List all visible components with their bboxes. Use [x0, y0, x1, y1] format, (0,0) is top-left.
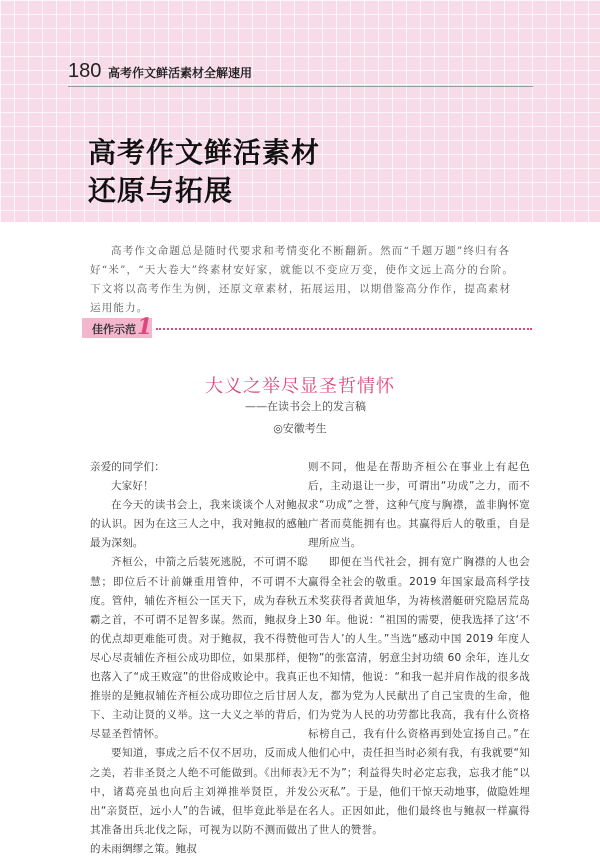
section-badge	[82, 314, 532, 340]
essay-subtitle: ——在读书会上的发言稿	[245, 400, 366, 413]
section-badge-number: 1	[137, 314, 153, 340]
header-rule	[68, 86, 533, 87]
chapter-title	[88, 134, 320, 210]
right-paragraph: 即便在当代社会，拥有宽广胸襟的人也会赢得全社会的敬重。2019 年国家最高科学技术奖获得者黄旭华，为祷核潜艇研究隐居荒岛 30 年。他说：“祖国的需要，使我选择了这‘不可告人’的人生。”当选“感动中国 2019 年度人物”的张富清，躬意尘封功绩 60 余年，连儿女也不知情，他说：“和我一起并肩作战的很多战友，都为党为人民献出了自己宝贵的生命，他们为党为人民的功劳都比我高，我有什么资格标榜自己，我有什么资格再到处宣扬自己。”在他们心中，责任担当时必须有我，有我就要“知无不为”；利益得失时必定忘我，忘我才能“以公灭私”。于是，他们干惊天动地事，做隐姓埋名人。正因如此，他们最终也与鲍叔一样赢得了世人的赞誉。	[308, 556, 530, 836]
left-paragraph: 要知道，事成之后不仅不居功，反而成人之美，若非圣贤之人绝不可能做到。《出师表》中，诸葛亮虽也向后主刘禅推举贤臣，并发出“亲贤臣，远小人”的告诫，但毕竟此举是在其准备出兵北伐之际，可视为以防不测而做出的未雨绸缪之策。鲍叔	[90, 747, 308, 855]
chapter-title-line-1: 高考作文鲜活素材	[88, 136, 321, 169]
essay-title: 大义之举尽显圣哲情怀	[205, 376, 395, 397]
left-column	[90, 458, 308, 859]
right-paragraph: 则不同，他是在帮助齐桓公在事业上有起色后，主动退让一步，可谓出“功成”之力，而不求“功成”之誉，这种气度与胸襟，盖非胸怀宽广者而莫能拥有也。其赢得后人的敬重，自是理所应当。	[308, 461, 530, 550]
essay-author: ◎安徽考生	[273, 422, 327, 435]
chapter-title-line-2: 还原与拓展	[88, 174, 234, 207]
left-paragraph: 齐桓公，中箭之后装死逃脱，不可谓不聪慧；即位后不计前嫌重用管仲，不可谓不大度。管仲，辅佐齐桓公一匡天下，成为春秋五霸之首，不可谓不足智多谋。然而，鲍叔身上的优点却更难能可贵。对于鲍叔，我不得赞他尽心尽责辅佐齐桓公成功即位，如果那样，便也落入了“成王败寇”的世俗成败论中。我真正推崇的是鲍叔辅佐齐桓公成功即位之后甘居人下、主动让贤的义举。这一大义之举的背后，尽显圣哲情怀。	[90, 556, 308, 741]
running-head: 高考作文鲜活素材全解速用	[108, 66, 253, 80]
section-badge-label: 佳作示范	[92, 323, 136, 336]
dotted-divider	[156, 328, 532, 330]
page-number: 180	[68, 60, 102, 82]
intro-paragraph: 高考作文命题总是随时代要求和考情变化不断翻新。然而“千题万题”终归有各好“米”，“天大卷大”终素材安好家，就能以不变应万变，使作文远上高分的台阶。下文将以高考作生为例，还原文章素材，拓展运用，以期借鉴高分作作，提高素材运用能力。	[90, 245, 515, 314]
right-column	[308, 458, 530, 840]
left-paragraph: 在今天的读书会上，我来谈谈个人对鲍叔的认识。因为在这三人之中，我对鲍叔的感触最为深刻。	[90, 499, 308, 550]
left-paragraph: 亲爱的同学们：	[90, 461, 165, 473]
left-paragraph: 大家好！	[111, 480, 154, 493]
